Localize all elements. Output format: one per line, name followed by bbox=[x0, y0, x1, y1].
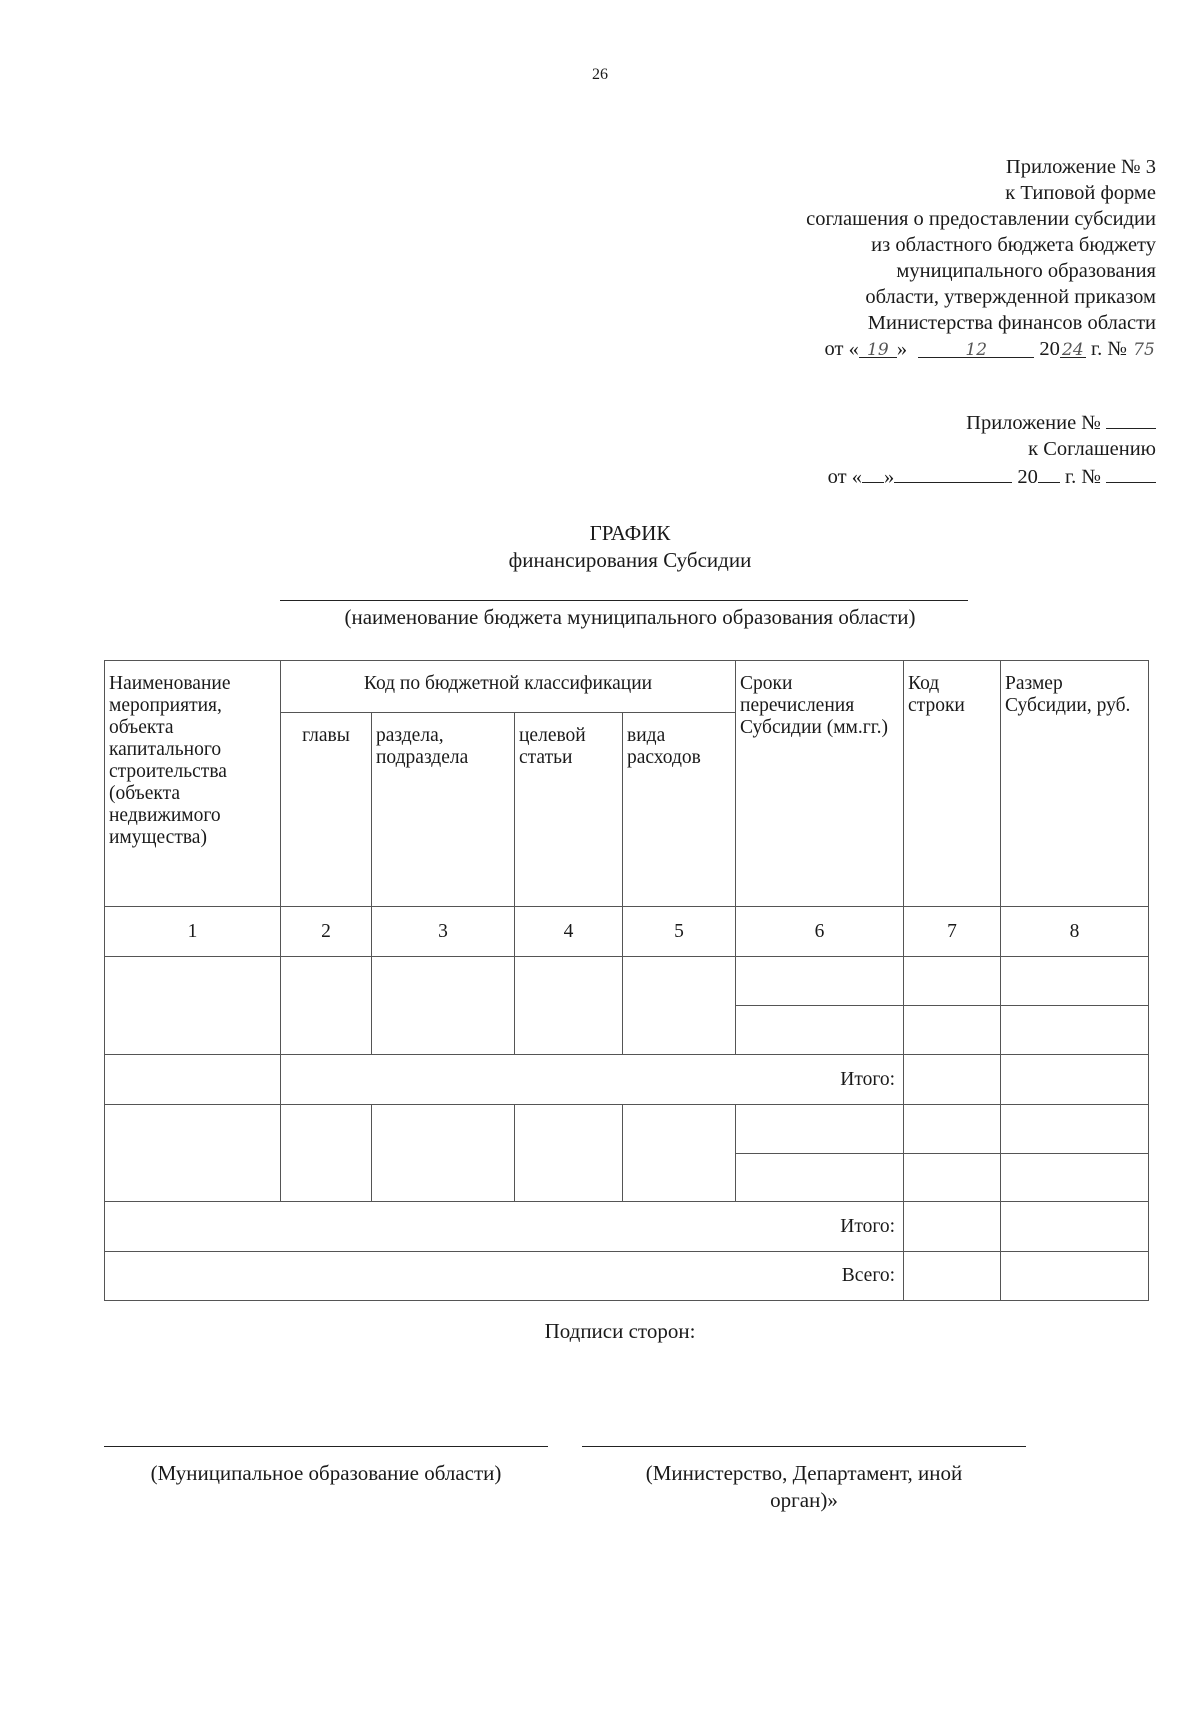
table-cell[interactable] bbox=[904, 1105, 1001, 1154]
table-cell[interactable] bbox=[904, 1154, 1001, 1202]
date-number: 75 bbox=[1133, 340, 1155, 360]
header-target-article: целевой статьи bbox=[515, 713, 623, 907]
document-subtitle: финансирования Субсидии bbox=[508, 548, 752, 572]
date-month: 12 bbox=[918, 337, 1034, 358]
column-number: 2 bbox=[281, 907, 372, 957]
table-cell[interactable] bbox=[281, 1105, 372, 1202]
agreement-appendix-number-field[interactable] bbox=[1106, 408, 1156, 429]
header-line-code: Код строки bbox=[904, 661, 1001, 907]
table-cell[interactable] bbox=[623, 957, 736, 1055]
header-budget-code: Код по бюджетной классификации bbox=[281, 661, 736, 713]
column-number: 5 bbox=[623, 907, 736, 957]
table-cell[interactable] bbox=[1001, 1202, 1149, 1252]
table-cell[interactable] bbox=[515, 957, 623, 1055]
appendix-block bbox=[806, 154, 1156, 362]
table-cell[interactable] bbox=[372, 957, 515, 1055]
table-cell[interactable] bbox=[1001, 957, 1149, 1006]
appendix-date-line: от « 19 » 12 20 24 г. № 75 bbox=[824, 338, 1155, 360]
table-cell[interactable] bbox=[623, 1105, 736, 1202]
date-day: 19 bbox=[859, 337, 897, 358]
page-number: 26 bbox=[592, 66, 608, 83]
column-number: 6 bbox=[736, 907, 904, 957]
total-row bbox=[105, 1252, 1149, 1301]
signatures-heading: Подписи сторон: bbox=[544, 1319, 696, 1343]
header-name: Наименование мероприятия, объекта капитального строительства (объекта недвижимого имущества) bbox=[105, 661, 281, 907]
subtotal-row bbox=[105, 1055, 1149, 1105]
subtotal-label: Итого: bbox=[105, 1202, 904, 1252]
agreement-ref-block: Приложение № к Соглашению от « » 20 г. № bbox=[828, 408, 1156, 490]
header-subsidy-amount: Размер Субсидии, руб. bbox=[1001, 661, 1149, 907]
financing-schedule-table bbox=[104, 660, 1149, 1301]
header-chapter: главы bbox=[281, 713, 372, 907]
signature-caption-right: (Министерство, Департамент, иной орган)» bbox=[645, 1461, 963, 1512]
table-cell[interactable] bbox=[736, 957, 904, 1006]
appendix-line: из областного бюджета бюджету bbox=[871, 234, 1156, 256]
table-cell[interactable] bbox=[105, 1105, 281, 1202]
table-cell[interactable] bbox=[1001, 1252, 1149, 1301]
table-cell[interactable] bbox=[904, 957, 1001, 1006]
agreement-number-field[interactable] bbox=[1106, 462, 1156, 483]
table-cell[interactable] bbox=[372, 1105, 515, 1202]
column-number: 3 bbox=[372, 907, 515, 957]
appendix-line: соглашения о предоставлении субсидии bbox=[806, 208, 1156, 230]
total-label: Всего: bbox=[105, 1252, 904, 1301]
table-cell[interactable] bbox=[904, 1252, 1001, 1301]
table-cell[interactable] bbox=[1001, 1055, 1149, 1105]
header-transfer-terms: Сроки перечисления Субсидии (мм.гг.) bbox=[736, 661, 904, 907]
agreement-month-field[interactable] bbox=[894, 462, 1012, 483]
table-cell[interactable] bbox=[1001, 1105, 1149, 1154]
budget-name-line[interactable] bbox=[280, 600, 968, 601]
table-cell[interactable] bbox=[105, 957, 281, 1055]
document-title: ГРАФИК bbox=[589, 521, 671, 545]
table-cell[interactable] bbox=[1001, 1006, 1149, 1055]
column-number: 4 bbox=[515, 907, 623, 957]
header-expense-type: вида расходов bbox=[623, 713, 736, 907]
table-cell[interactable] bbox=[105, 1055, 281, 1105]
appendix-line: Министерства финансов области bbox=[867, 312, 1156, 334]
column-number: 8 bbox=[1001, 907, 1149, 957]
date-year: 24 bbox=[1060, 337, 1086, 358]
appendix-line: Приложение № 3 bbox=[1005, 156, 1156, 178]
appendix-line: к Типовой форме bbox=[1005, 182, 1156, 204]
agreement-day-field[interactable] bbox=[862, 462, 884, 483]
table-cell[interactable] bbox=[515, 1105, 623, 1202]
signature-line-right[interactable] bbox=[582, 1446, 1026, 1447]
signature-caption-left: (Муниципальное образование области) bbox=[150, 1461, 502, 1485]
header-section: раздела, подраздела bbox=[372, 713, 515, 907]
subtotal-row bbox=[105, 1202, 1149, 1252]
budget-name-caption: (наименование бюджета муниципального образования области) bbox=[344, 605, 916, 629]
signature-line-left[interactable] bbox=[104, 1446, 548, 1447]
agreement-appendix-label: Приложение № bbox=[966, 412, 1101, 434]
appendix-line: муниципального образования bbox=[896, 260, 1156, 282]
appendix-line: области, утвержденной приказом bbox=[865, 286, 1156, 308]
table-cell[interactable] bbox=[736, 1006, 904, 1055]
table-cell[interactable] bbox=[904, 1006, 1001, 1055]
table-cell[interactable] bbox=[736, 1154, 904, 1202]
subtotal-label: Итого: bbox=[281, 1055, 904, 1105]
agreement-line: к Соглашению bbox=[1028, 438, 1156, 460]
table-cell[interactable] bbox=[904, 1055, 1001, 1105]
table-cell[interactable] bbox=[736, 1105, 904, 1154]
table-cell[interactable] bbox=[1001, 1154, 1149, 1202]
table-cell[interactable] bbox=[281, 957, 372, 1055]
table-cell[interactable] bbox=[904, 1202, 1001, 1252]
column-number: 1 bbox=[105, 907, 281, 957]
column-number: 7 bbox=[904, 907, 1001, 957]
agreement-year-field[interactable] bbox=[1038, 462, 1060, 483]
